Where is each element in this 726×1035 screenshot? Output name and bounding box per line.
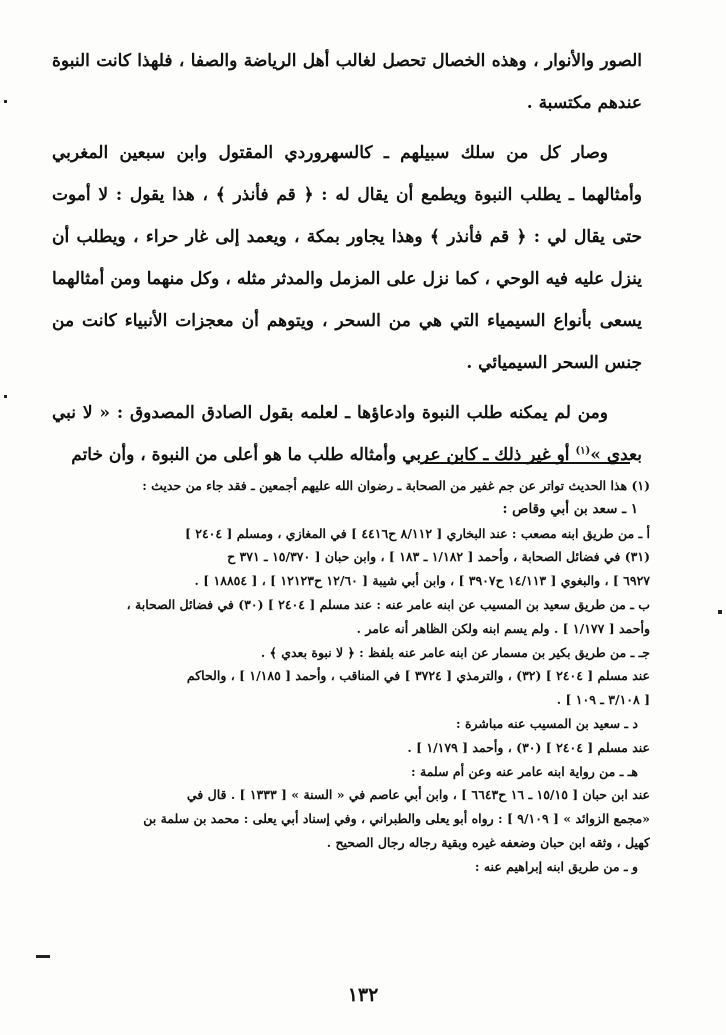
text-line: الصور والأنوار ، وهذه الخصال تحصل لغالب أهل الرياضة والصفا ، فلهذا كانت النبوة xyxy=(52,51,642,71)
text-line: يقال لي : ﴿ قم فأنذر ﴾ وهذا يجاور بمكة ، ويعمد إلى غار حراء ، ويطلب أن ينزل عليه xyxy=(52,227,643,289)
footnote-line: (١) هذا الحديث تواتر عن جم غفير من الصحابة ـ رضوان الله عليهم أجمعين ـ فقد جاء من حديث : xyxy=(142,478,650,493)
footnote-line: جـ ـ من طريق بكير بن مسمار عن ابنه عامر عنه بلفظ : ﴿ لا نبوة بعدي ﴾ . xyxy=(260,644,650,660)
margin-speck xyxy=(718,610,722,614)
margin-speck xyxy=(4,100,7,103)
page-number: ١٣٢ xyxy=(347,984,379,1006)
footnote-line: (٣١) في فضائل الصحابة ، وأحمد [ ١/١٨٢ ـ ١٨٣ ] ، وابن حبان [ ١٥/٣٧٠ ـ ٣٧١ ح xyxy=(227,549,650,565)
footnote-line: ب ـ من طريق سعيد بن المسيب عن ابنه عامر عنه : عند مسلم [ ٢٤٠٤ ] (٣٠) في فضائل الصحابة ، xyxy=(126,596,650,612)
footnote-line: [ ٣/١٠٨ ـ ١٠٩ ] . xyxy=(556,692,650,708)
footnote-reference: (١) xyxy=(575,445,591,457)
text-line: السيميائي . xyxy=(466,353,548,373)
footnote-line: د ـ سعيد بن المسيب عنه مباشرة : xyxy=(456,715,638,731)
footnote-line: كهيل ، وثقه ابن حبان وضعفه غيره وبقية رجاله رجال الصحيح . xyxy=(326,834,650,850)
text-line: عندهم مكتسبة . xyxy=(526,93,642,113)
footnote-line: وأحمد [ ١/١٧٧ ] . ولم يسم ابنه ولكن الظاهر أنه عامر . xyxy=(356,620,650,636)
footnote-line: هـ ـ من رواية ابنه عامر عنه وعن أم سلمة : xyxy=(411,763,638,779)
footnote-line: ١ ـ سعد بن أبي وقاص : xyxy=(502,500,638,517)
footnotes-block xyxy=(40,474,650,879)
footnote-line: عند مسلم [ ٢٤٠٤ ] (٣٠) ، وأحمد [ ١/١٧٩ ] . xyxy=(407,739,650,755)
footnote-line: ٦٩٢٧ ] ، والبغوي [ ١٤/١١٣ ح٣٩٠٧ ] ، وابن أبي شيبة [ ١٢/٦٠ ح١٢١٢٣ ] ، [ ١٨٨٥٤ ] . xyxy=(194,573,650,589)
margin-speck xyxy=(4,395,7,398)
footnote-line: «مجمع الزوائد » [ ٩/١٠٩ ] : رواه أبو يعلى والطبراني ، وفي إسناد أبي يعلى : محمد بن سلمة بن xyxy=(143,811,650,827)
footnote-line: و ـ من طريق ابنه إبراهيم عنه : xyxy=(474,858,638,874)
margin-dash-mark xyxy=(36,955,50,958)
footnote-line: عند ابن حبان [ ١٥/١٥ ـ ١٦ ح٦٦٤٣ ] ، وابن أبي عاصم في « السنة » [ ١٣٣٣ ] . قال في xyxy=(186,787,650,803)
text-line: أو غير ذلك ـ كابن عربي وأمثاله طلب ما هو أعلى من النبوة ، وأن خاتم xyxy=(71,445,576,465)
footnote-separator xyxy=(425,462,630,464)
text-line: ومن لم يمكنه طلب النبوة وادعاؤها ـ لعلمه بقول الصادق المصدوق : « لا نبي xyxy=(52,403,608,423)
text-line: وصار كل من سلك سبيلهم ـ كالسهروردي المقتول وابن سبعين المغربي xyxy=(52,143,608,163)
text-line: فيه الوحي ، كما نزل على المزمل والمدثر مثله ، وكل منهما ومن أمثالهما يسعى بأنواع xyxy=(52,269,642,331)
text-line: بعدي » xyxy=(590,445,642,465)
paragraph-1 xyxy=(52,40,642,124)
text-line: السيمياء التي هي من السحر ، ويتوهم أن معجزات الأنبياء كانت من جنس السحر xyxy=(52,311,642,373)
text-line: وأمثالهما ـ يطلب النبوة ويطمع أن يقال له : ﴿ قم فأنذر ﴾ ، هذا يقول : لا أموت حتى xyxy=(52,185,643,247)
main-text-block xyxy=(52,40,642,476)
paragraph-2 xyxy=(52,132,642,384)
footnote-line: عند مسلم [ ٢٤٠٤ ] (٣٢) ، والترمذي [ ٣٧٢٤ ] في المناقب ، وأحمد [ ١/١٨٥ ] ، والحاكم xyxy=(186,668,650,684)
footnote-line: أ ـ من طريق ابنه مصعب : عند البخاري [ ٨/١١٢ ح٤٤١٦ ] في المغازي ، ومسلم [ ٢٤٠٤ ] xyxy=(184,525,650,541)
